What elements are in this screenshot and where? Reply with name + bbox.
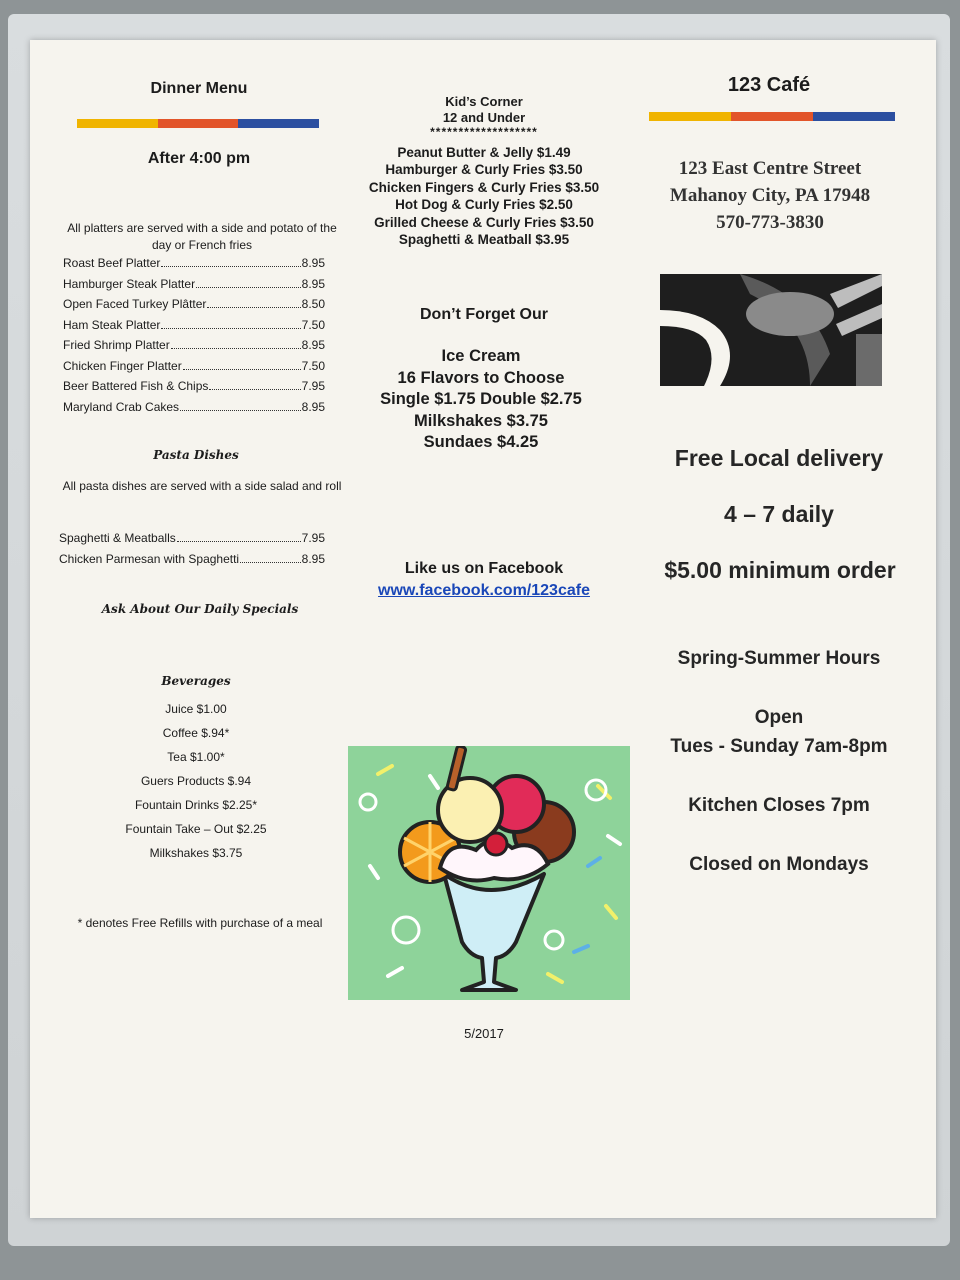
kitchen-close: Kitchen Closes 7pm xyxy=(688,795,870,816)
kids-item: Peanut Butter & Jelly $1.49 xyxy=(397,145,571,160)
menu-item xyxy=(63,318,325,339)
beverage-item: Juice $1.00 xyxy=(165,702,227,716)
kids-item: Hamburger & Curly Fries $3.50 xyxy=(385,162,583,178)
open-label: Open xyxy=(754,707,804,728)
leader-dots xyxy=(161,266,300,267)
beverage-item: Tea $1.00* xyxy=(167,750,225,764)
item-name: Beer Battered Fish & Chips xyxy=(63,379,209,393)
leader-dots xyxy=(240,562,301,563)
item-price: 8.50 xyxy=(301,297,325,311)
menu-item xyxy=(63,338,325,359)
ice-cream-line: Single $1.75 Double $2.75 xyxy=(380,390,582,408)
delivery-offer: Free Local delivery xyxy=(674,445,884,471)
beverage-item: Coffee $.94* xyxy=(162,726,230,740)
menu-item xyxy=(63,400,325,421)
hours-title: Spring-Summer Hours xyxy=(677,648,881,669)
kids-age: 12 and Under xyxy=(442,110,526,125)
beverage-item: Guers Products $.94 xyxy=(140,774,252,788)
item-price: 8.95 xyxy=(301,551,325,566)
menu-item xyxy=(59,531,325,552)
dinner-menu-title: Dinner Menu xyxy=(150,80,248,97)
beverage-item: Milkshakes $3.75 xyxy=(149,846,243,860)
menu-item xyxy=(63,297,325,318)
item-price: 8.95 xyxy=(301,338,325,352)
item-price: 8.95 xyxy=(301,399,325,414)
platter-note: All platters are served with a side and potato of the day or French fries xyxy=(67,221,337,252)
phone-number: 570-773-3830 xyxy=(716,212,824,233)
after-time: After 4:00 pm xyxy=(147,150,251,167)
item-name: Chicken Parmesan with Spaghetti xyxy=(59,551,240,566)
item-price: 7.50 xyxy=(301,358,325,373)
item-name: Fried Shrimp Platter xyxy=(63,338,170,352)
menu-item xyxy=(59,552,325,573)
leader-dots xyxy=(183,369,301,370)
dont-forget: Don’t Forget Our xyxy=(420,306,548,323)
closed-day: Closed on Mondays xyxy=(689,854,869,875)
kids-item: Hot Dog & Curly Fries $2.50 xyxy=(395,197,573,213)
leader-dots xyxy=(196,287,301,288)
menu-item xyxy=(63,277,325,298)
item-price: 7.95 xyxy=(301,531,325,545)
item-name: Hamburger Steak Platter xyxy=(63,276,196,291)
pasta-title: Pasta Dishes xyxy=(153,448,239,462)
item-name: Chicken Finger Platter xyxy=(63,358,182,373)
print-date: 5/2017 xyxy=(464,1026,504,1041)
daily-specials: Ask About Our Daily Specials xyxy=(101,602,299,616)
open-days: Tues - Sunday 7am-8pm xyxy=(670,736,888,757)
leader-dots xyxy=(207,307,300,308)
pasta-note: All pasta dishes are served with a side salad and roll xyxy=(62,479,342,493)
leader-dots xyxy=(161,328,300,329)
item-price: 7.50 xyxy=(301,317,325,332)
ice-cream-block xyxy=(336,346,626,454)
plate-utensils-logo xyxy=(660,274,882,386)
item-price: 7.95 xyxy=(301,379,325,393)
kids-corner-title: Kid’s Corner xyxy=(445,94,523,109)
leader-dots xyxy=(177,541,301,542)
item-name: Roast Beef Platter xyxy=(63,256,161,270)
leader-dots xyxy=(209,389,300,390)
ice-cream-line: Ice Cream xyxy=(441,347,521,365)
item-name: Open Faced Turkey Plâtter xyxy=(63,297,207,311)
ice-cream-line: Sundaes $4.25 xyxy=(423,433,539,451)
sundae-illustration xyxy=(348,746,630,1000)
kids-item: Spaghetti & Meatball $3.95 xyxy=(398,232,570,248)
menu-page xyxy=(30,40,936,1218)
color-stripe xyxy=(77,119,319,128)
beverage-list xyxy=(50,697,342,865)
kids-item: Grilled Cheese & Curly Fries $3.50 xyxy=(374,214,594,230)
item-price: 8.95 xyxy=(301,276,325,291)
platter-list xyxy=(63,256,325,420)
minimum-order: $5.00 minimum order xyxy=(664,557,896,583)
kids-item: Chicken Fingers & Curly Fries $3.50 xyxy=(368,179,600,195)
color-stripe xyxy=(649,112,895,121)
leader-dots xyxy=(171,348,301,349)
item-name: Spaghetti & Meatballs xyxy=(59,531,176,545)
beverages-title: Beverages xyxy=(161,674,231,688)
cafe-name: 123 Café xyxy=(727,74,811,96)
address-line-2: Mahanoy City, PA 17948 xyxy=(669,185,871,206)
leader-dots xyxy=(180,410,301,411)
menu-item xyxy=(63,379,325,400)
ice-cream-line: Milkshakes $3.75 xyxy=(414,411,548,430)
kids-divider: ******************* xyxy=(430,125,538,139)
ice-cream-line: 16 Flavors to Choose xyxy=(397,368,565,387)
kids-list xyxy=(342,144,626,248)
beverage-item: Fountain Drinks $2.25* xyxy=(134,798,258,812)
refill-note: * denotes Free Refills with purchase of a meal xyxy=(77,916,323,930)
menu-item xyxy=(63,256,325,277)
pasta-list xyxy=(59,531,325,572)
item-price: 8.95 xyxy=(301,256,325,270)
facebook-link[interactable]: www.facebook.com/123cafe xyxy=(378,582,590,599)
item-name: Ham Steak Platter xyxy=(63,317,161,332)
item-name: Maryland Crab Cakes xyxy=(63,399,180,414)
facebook-label: Like us on Facebook xyxy=(404,560,564,577)
address-line-1: 123 East Centre Street xyxy=(678,158,862,179)
beverage-item: Fountain Take – Out $2.25 xyxy=(125,822,267,836)
delivery-hours: 4 – 7 daily xyxy=(724,501,834,527)
menu-item xyxy=(63,359,325,380)
